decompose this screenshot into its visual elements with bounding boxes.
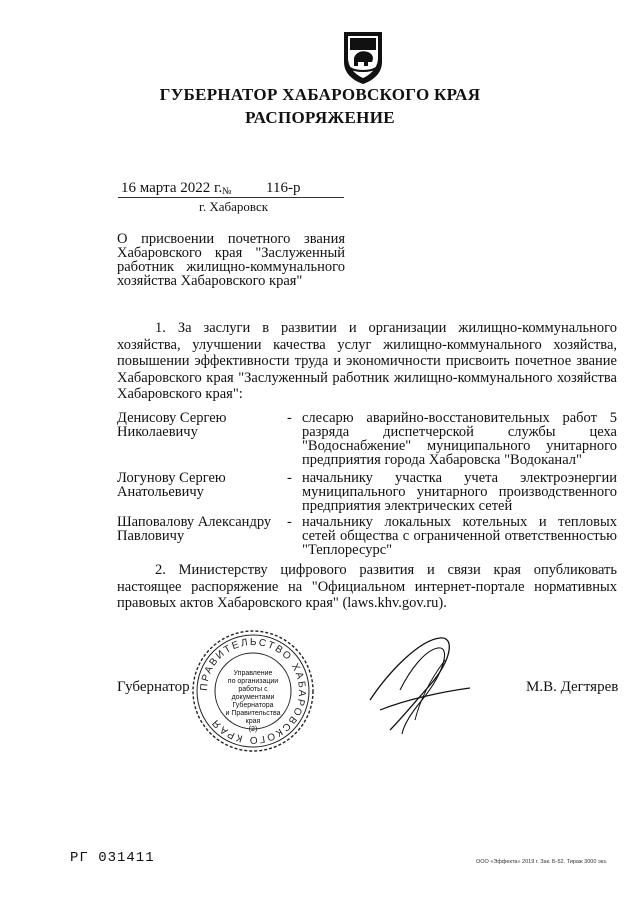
signatory-name: М.В. Дегтярев (526, 679, 619, 695)
issuing-authority: ГУБЕРНАТОР ХАБАРОВСКОГО КРАЯ (159, 85, 481, 104)
seal-line: Губернатора (232, 702, 274, 709)
recipient-name: Денисову Сергею Николаевичу (117, 410, 227, 440)
date-number-underline (118, 197, 344, 198)
signatory-position: Губернатор (117, 679, 190, 695)
recipient-dash: - (287, 410, 292, 426)
document-city: г. Хабаровск (199, 199, 269, 214)
recipient-description: начальнику участка учета электроэнергии муниципального унитарного производственного предприятия электрических сетей (302, 470, 617, 514)
handwritten-signature-icon (360, 630, 480, 740)
document-subject: О присвоении почетного звания Хабаровского края "Заслуженный работник жилищно-коммунального хозяйства Хабаровского края" (117, 231, 345, 289)
seal-line: края (245, 718, 261, 725)
document-type: РАСПОРЯЖЕНИЕ (245, 108, 395, 127)
document-date: 16 марта 2022 г. (121, 180, 223, 196)
number-label: № (222, 186, 232, 197)
paragraph-2: 2. Министерству цифрового развития и связи края опубликовать настоящее распоряжение на "Официальном интернет-портале нормативных правовых актов Хабаровского края" (laws.khv.gov.ru). (117, 562, 617, 611)
recipient-dash: - (287, 514, 292, 530)
recipient-name: Шаповалову Александру Павловичу (117, 514, 272, 544)
recipient-description: начальнику локальных котельных и тепловых сетей общества с ограниченной ответственностью "Теплоресурс" (302, 514, 617, 558)
form-serial-number: РГ 031411 (70, 850, 155, 866)
seal-line: по организации (227, 678, 279, 685)
seal-line: и Правительства (225, 710, 281, 717)
seal-line: работы с документами (231, 686, 275, 701)
paragraph-1: 1. За заслуги в развитии и организации жилищно-коммунального хозяйства, улучшении качества услуг жилищно-коммунального хозяйства, повышении эффективности труда и экономичности присвоить почетное звание Хабаровского края "Заслуженный работник жилищно-коммунального хозяйства Хабаровского края": (117, 320, 617, 402)
recipient-description: слесарю аварийно-восстановительных работ 5 разряда диспетчерской службы цеха "Водоснабжение" муниципального унитарного предприятия города Хабаровска "Водоканал" (302, 410, 617, 468)
printer-imprint: ООО «Эффекта» 2019 г. Зак. Б-52. Тираж 3000 экз. (476, 859, 608, 865)
recipient-dash: - (287, 470, 292, 486)
coat-of-arms-icon (340, 28, 386, 86)
recipient-name: Логунову Сергею Анатольевичу (117, 470, 226, 500)
seal-inner-text (216, 670, 290, 734)
seal-line: (2) (248, 726, 258, 733)
seal-ring-text: ПРАВИТЕЛЬСТВО ХАБАРОВСКОГО КРАЯ (198, 636, 308, 746)
seal-line: Управление (233, 670, 273, 677)
document-number: 116-р (266, 180, 301, 196)
